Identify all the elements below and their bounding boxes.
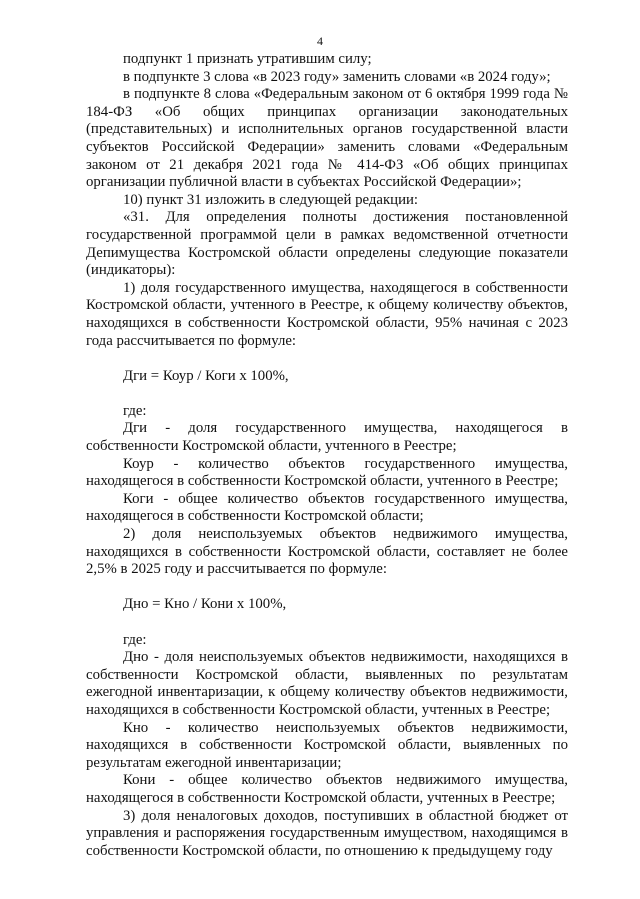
paragraph: Коги - общее количество объектов государственного имущества, находящегося в собственности Костромской области; [86, 490, 568, 525]
paragraph: в подпункте 8 слова «Федеральным законом от 6 октября 1999 года № 184-ФЗ «Об общих принципах организации законодательных (представительных) и исполнительных органов государственной власти субъектов Российской Федерации» заменить словами «Федеральным законом от 21 декабря 2021 года № 414-ФЗ «Об общих принципах организации публичной власти в субъектах Российской Федерации»; [86, 86, 568, 191]
paragraph: в подпункте 3 слова «в 2023 году» заменить словами «в 2024 году»; [123, 68, 551, 85]
paragraph: Кони - общее количество объектов недвижимого имущества, находящегося в собственности Костромской области, учтенных в Реестре; [86, 772, 568, 806]
paragraph: «31. Для определения полноты достижения постановленной государственной программой цели в рамках ведомственной отчетности Депимущества Костромской области определены следующие показатели (индикаторы): [86, 209, 568, 279]
paragraph: 10) пункт 31 изложить в следующей редакции: [123, 191, 419, 208]
paragraph: Дги - доля государственного имущества, находящегося в собственности Костромской области, учтенного в Реестре; [86, 420, 568, 455]
paragraph: Дно - доля неиспользуемых объектов недвижимости, находящихся в собственности Костромской области, выявленных по результатам ежегодной инвентаризации, к общему количеству объектов недвижимости, находящихся в собственности Костромской области, учтенных в Реестре; [86, 649, 568, 718]
paragraph: подпункт 1 признать утратившим силу; [123, 51, 372, 67]
paragraph: Кно - количество неиспользуемых объектов недвижимости, находящихся в собственности Костромской области, выявленных по результатам ежегодной инвентаризации; [86, 719, 568, 771]
paragraph: Дги = Коур / Коги х 100%, [123, 367, 289, 384]
page-number: 4 [317, 34, 323, 48]
paragraph: Дно = Кно / Кони х 100%, [123, 596, 287, 613]
paragraph: 3) доля неналоговых доходов, поступивших в областной бюджет от управления и распоряжения государственным имуществом, находящимся в собственности Костромской области, по отношению к предыдущему году [86, 807, 568, 859]
paragraph: Коур - количество объектов государственного имущества, находящегося в собственности Костромской области, учтенного в Реестре; [86, 455, 568, 490]
paragraph: 1) доля государственного имущества, находящегося в собственности Костромской области, учтенного в Реестре, к общему количеству объектов, находящихся в собственности Костромской области, 95% начиная с 2023 года рассчитывается по формуле: [86, 279, 568, 349]
paragraph: где: [123, 402, 147, 419]
paragraph: где: [123, 631, 147, 648]
document-body [86, 51, 568, 860]
paragraph: 2) доля неиспользуемых объектов недвижимого имущества, находящихся в собственности Костромской области, составляет не более 2,5% в 2025 году и рассчитывается по формуле: [86, 526, 568, 578]
